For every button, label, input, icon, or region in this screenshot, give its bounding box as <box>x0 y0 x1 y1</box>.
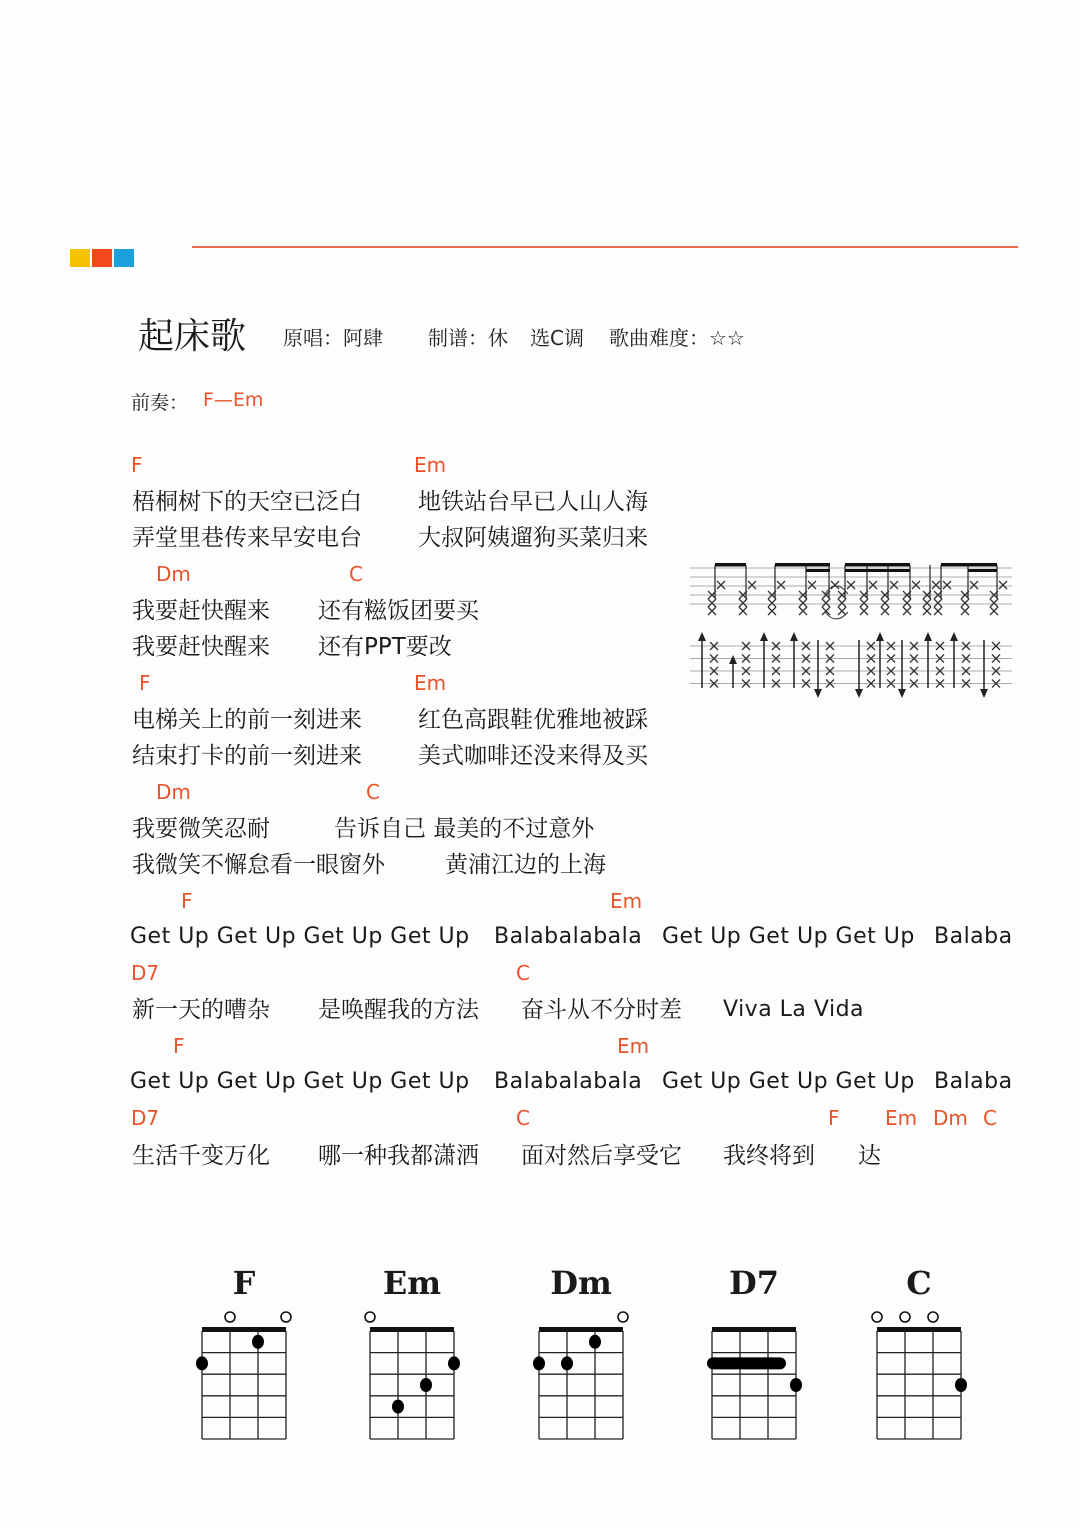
down-arrowhead <box>898 689 906 698</box>
lyric: 是唤醒我的方法 <box>318 997 479 1023</box>
lyric: 告诉自己 最美的不过意外 <box>334 816 595 842</box>
lyric: 美式咖啡还没来得及买 <box>418 743 648 769</box>
notehead-x <box>838 607 846 615</box>
song-title: 起床歌 <box>138 316 247 357</box>
notehead-x <box>961 599 969 607</box>
arranger: 制谱：休 <box>428 326 508 350</box>
notehead-x <box>808 581 816 589</box>
notehead-x <box>708 599 716 607</box>
chord-name-em: Em <box>382 1264 442 1302</box>
lyric: 我要微笑忍耐 <box>132 816 270 842</box>
up-arrowhead <box>698 632 706 641</box>
lyric: 我终将到 <box>723 1143 815 1169</box>
lyric: Get Up Get Up Get Up Get Up <box>130 924 470 949</box>
difficulty: 歌曲难度：☆☆ <box>609 326 745 350</box>
lyric: 大叔阿姨遛狗买菜归来 <box>418 525 648 551</box>
notehead-x <box>903 607 911 615</box>
lyric: 黄浦江边的上海 <box>445 852 606 878</box>
note-beam <box>775 563 830 567</box>
lyric: 我要赶快醒来 <box>132 634 270 660</box>
chord: Em <box>885 1106 918 1130</box>
notehead-x <box>912 581 920 589</box>
lyric: Balabalabala <box>494 1069 643 1094</box>
note-beam <box>715 563 746 567</box>
lyric: 我要赶快醒来 <box>132 598 270 624</box>
notehead-x <box>831 581 839 589</box>
notehead-x <box>990 599 998 607</box>
up-arrowhead <box>950 632 958 641</box>
notehead-x <box>881 599 889 607</box>
key: 选C调 <box>530 326 584 350</box>
notehead-x <box>881 607 889 615</box>
lyric: Get Up Get Up Get Up <box>662 924 915 949</box>
lyric: 面对然后享受它 <box>521 1143 682 1169</box>
chord: F <box>139 671 151 695</box>
notehead-x <box>970 581 978 589</box>
notehead-x <box>934 599 942 607</box>
notehead-x <box>932 581 940 589</box>
up-arrowhead <box>876 632 884 641</box>
notehead-x <box>860 607 868 615</box>
up-arrowhead <box>760 632 768 641</box>
chord: F <box>173 1034 185 1058</box>
down-arrowhead <box>980 689 988 698</box>
up-arrowhead <box>924 632 932 641</box>
note-beam <box>806 569 830 572</box>
notehead-x <box>990 607 998 615</box>
chord: Em <box>617 1034 650 1058</box>
lyric: Get Up Get Up Get Up Get Up <box>130 1069 470 1094</box>
down-arrowhead <box>855 689 863 698</box>
notehead-x <box>934 607 942 615</box>
intro-label: 前奏： <box>131 392 189 414</box>
lyric: 还有PPT要改 <box>318 634 452 660</box>
notehead-x <box>961 607 969 615</box>
chord-name-dm: Dm <box>550 1264 612 1302</box>
lyric: 电梯关上的前一刻进来 <box>132 707 362 733</box>
lyric: Balaba <box>934 1069 1013 1094</box>
up-arrowhead <box>729 655 737 664</box>
chord: D7 <box>131 1106 160 1130</box>
chord-name-d7: D7 <box>728 1264 779 1302</box>
chord: F <box>828 1106 840 1130</box>
notehead-x <box>822 599 830 607</box>
lyric: Balaba <box>934 924 1013 949</box>
notehead-x <box>777 581 785 589</box>
notehead-x <box>903 599 911 607</box>
lyric: 红色高跟鞋优雅地被踩 <box>418 707 648 733</box>
chord: C <box>516 961 530 985</box>
notehead-x <box>799 607 807 615</box>
notehead-x <box>768 599 776 607</box>
chord: Dm <box>933 1106 968 1130</box>
intro-chords: F—Em <box>203 389 264 411</box>
notehead-x <box>748 581 756 589</box>
lyric: 达 <box>858 1143 881 1169</box>
notehead-x <box>739 607 747 615</box>
lyric: 奋斗从不分时差 <box>521 997 682 1023</box>
notehead-x <box>739 599 747 607</box>
note-beam <box>941 563 997 567</box>
notehead-x <box>799 599 807 607</box>
notehead-x <box>838 599 846 607</box>
notehead-x <box>869 581 877 589</box>
notehead-x <box>999 581 1007 589</box>
notehead-x <box>708 607 716 615</box>
notehead-x <box>923 607 931 615</box>
notehead-x <box>890 581 898 589</box>
chord-name-f: F <box>232 1264 256 1302</box>
notehead-x <box>860 599 868 607</box>
lyric: 哪一种我都潇洒 <box>318 1143 479 1169</box>
notehead-x <box>847 581 855 589</box>
chord: C <box>983 1106 997 1130</box>
chord: C <box>349 562 363 586</box>
chord-name-c: C <box>906 1264 932 1302</box>
notehead-x <box>768 607 776 615</box>
note-beam <box>845 563 910 567</box>
lyric: 新一天的嘈杂 <box>132 997 270 1023</box>
lyric: Balabalabala <box>494 924 643 949</box>
lyric: 生活千变万化 <box>132 1143 270 1169</box>
chord: Dm <box>156 780 191 804</box>
lyric: Get Up Get Up Get Up <box>662 1069 915 1094</box>
lyric: 弄堂里巷传来早安电台 <box>132 525 362 551</box>
singer: 原唱：阿肆 <box>283 326 383 350</box>
notehead-x <box>943 581 951 589</box>
chord: D7 <box>131 961 160 985</box>
up-arrowhead <box>790 632 798 641</box>
chord: Dm <box>156 562 191 586</box>
notehead-x <box>717 581 725 589</box>
note-beam <box>845 569 910 572</box>
lyric: 还有糍饭团要买 <box>318 598 479 624</box>
chord: C <box>366 780 380 804</box>
chord: Em <box>610 889 643 913</box>
chord: F <box>131 453 143 477</box>
notehead-x <box>923 599 931 607</box>
chord: Em <box>414 671 447 695</box>
down-arrowhead <box>814 689 822 698</box>
lyric: 我微笑不懈怠看一眼窗外 <box>132 852 385 878</box>
lyric: 地铁站台早已人山人海 <box>418 489 648 515</box>
lyric: 梧桐树下的天空已泛白 <box>132 489 362 515</box>
lyric: 结束打卡的前一刻进来 <box>132 743 362 769</box>
chord: Em <box>414 453 447 477</box>
note-beam <box>968 569 997 572</box>
chord: F <box>181 889 193 913</box>
chord: C <box>516 1106 530 1130</box>
lyric: Viva La Vida <box>723 997 865 1022</box>
